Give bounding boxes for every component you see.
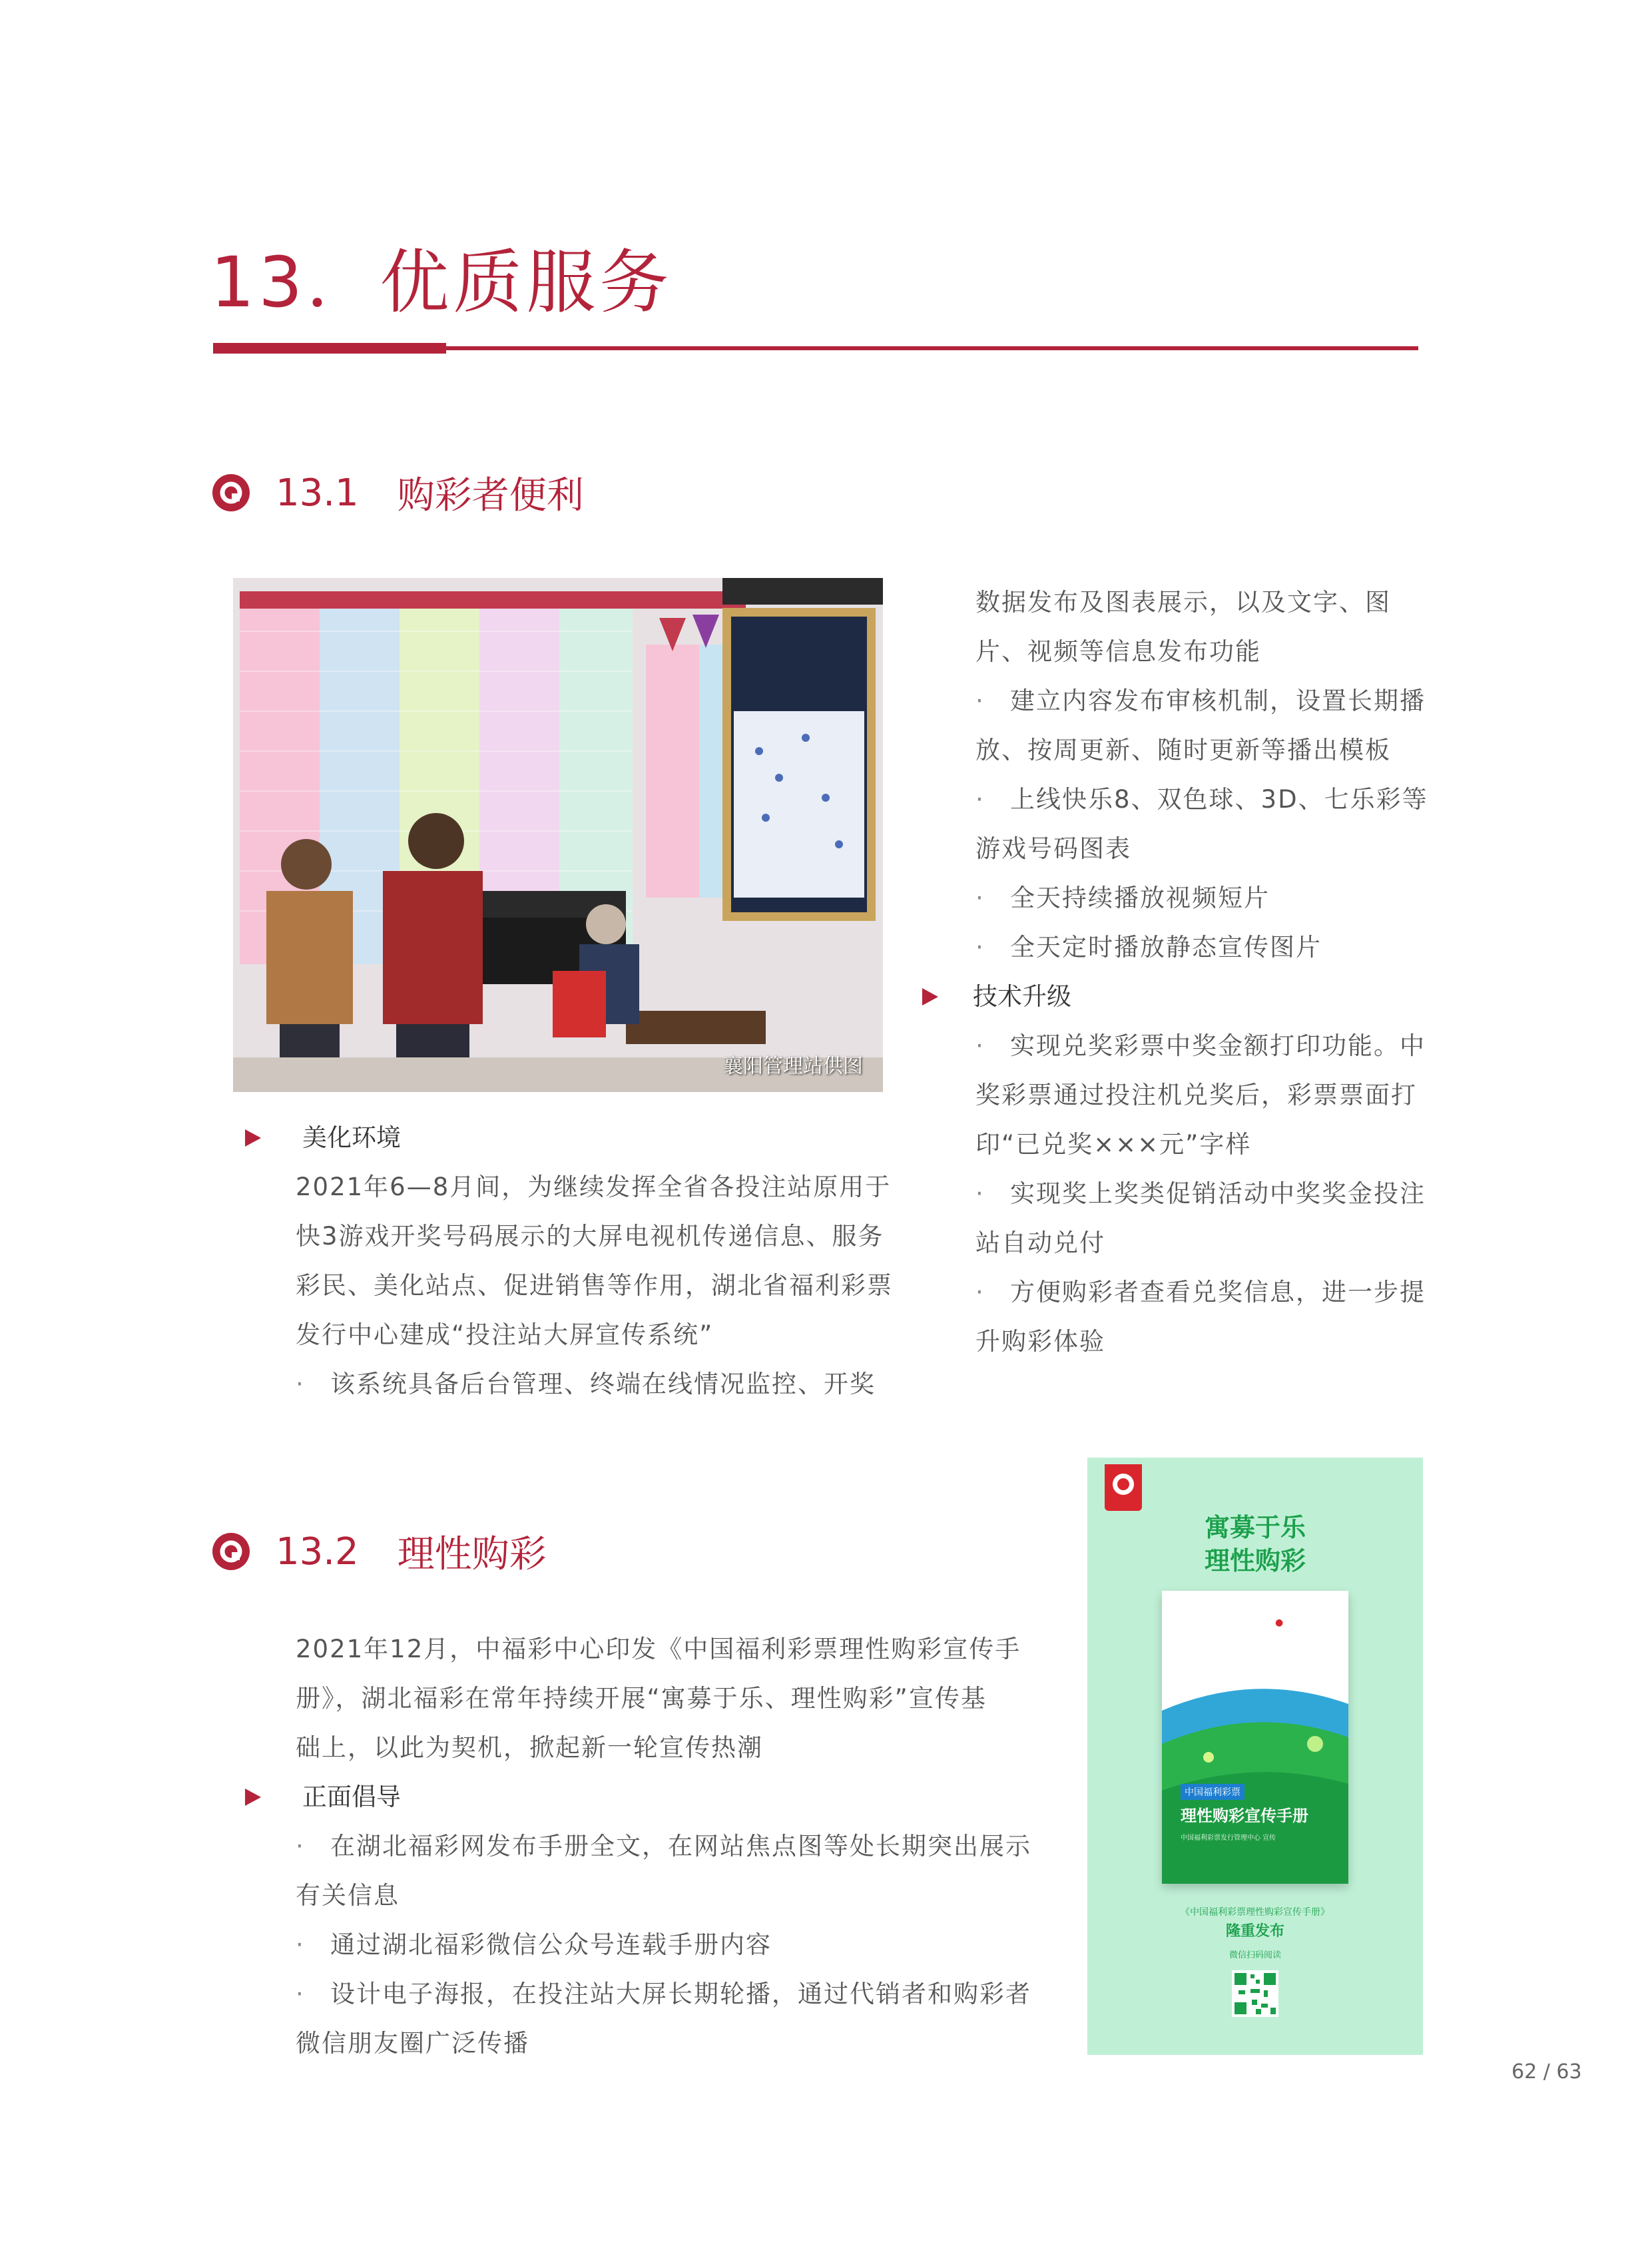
bullet-item <box>975 874 1442 923</box>
beautify-paragraph <box>242 1163 902 1409</box>
welfare-lottery-logo-icon <box>1105 1464 1142 1504</box>
bullet-text: 在湖北福彩网发布手册全文，在网站焦点图等处长期突出展示 <box>330 1832 1031 1860</box>
right-paragraph <box>922 578 1442 972</box>
release-announcement: 隆重发布 <box>1225 1923 1284 1940</box>
bullet-item <box>296 1920 1068 1970</box>
text-line: 有关信息 <box>296 1881 400 1910</box>
bullet-dot: · <box>975 1031 985 1060</box>
arrow-bullet-icon <box>245 1129 261 1147</box>
poster-headline-line: 理性购彩 <box>1204 1546 1306 1575</box>
arrow-bullet-icon <box>245 1789 261 1806</box>
bullet-item <box>975 775 1442 824</box>
bullet-text: 设计电子海报，在投注站大屏长期轮播，通过代销者和购彩者 <box>330 1980 1031 2008</box>
section-number: 13.2 <box>276 1530 359 1573</box>
bullet-dot: · <box>296 1930 305 1959</box>
section-header-13-1 <box>212 466 584 519</box>
tech-upgrade-list <box>922 1021 1442 1366</box>
text-line: 2021年12月，中福彩中心印发《中国福利彩票理性购彩宣传手 <box>296 1635 1021 1663</box>
heading-positive-advocacy-label: 正面倡导 <box>302 1783 401 1811</box>
bullet-text: 实现兑奖彩票中奖金额打印功能。中 <box>1010 1031 1426 1060</box>
bullet-item <box>296 1822 1068 1871</box>
section-header-13-2 <box>212 1525 547 1578</box>
section2-body <box>242 1625 1068 2068</box>
section-bullet-icon <box>212 473 250 512</box>
bullet-dot: · <box>296 1832 305 1860</box>
poster-headline-line: 寓募于乐 <box>1204 1513 1306 1542</box>
handbook-cover <box>1162 1591 1348 1884</box>
section-bullet-icon <box>212 1532 250 1571</box>
welfare-lottery-logo <box>1105 1464 1142 1511</box>
bullet-item <box>296 1360 902 1409</box>
bullet-dot: · <box>975 785 985 814</box>
bullet-item <box>975 1268 1442 1317</box>
bullet-text: 上线快乐8、双色球、3D、七乐彩等 <box>1010 785 1428 814</box>
photo-caption: 襄阳管理站供图 <box>723 1055 863 1078</box>
handbook-publisher: 中国福利彩票发行管理中心 宣传 <box>1181 1834 1276 1842</box>
title-rule-accent <box>213 343 446 354</box>
bullet-text: 方便购彩者查看兑奖信息，进一步提 <box>1010 1278 1426 1306</box>
bullet-text: 建立内容发布审核机制，设置长期播 <box>1010 687 1426 715</box>
section-number: 13.1 <box>276 471 359 515</box>
scan-hint: 微信扫码阅读 <box>1229 1950 1281 1960</box>
bullet-text: 实现奖上奖类促销活动中奖奖金投注 <box>1010 1179 1426 1208</box>
arrow-bullet-icon <box>922 988 938 1005</box>
handbook-title: 理性购彩宣传手册 <box>1181 1807 1308 1825</box>
right-column <box>922 578 1442 1366</box>
handbook-badge: 中国福利彩票 <box>1181 1784 1244 1800</box>
heading-beautify <box>242 1113 902 1163</box>
text-line: 2021年6—8月间，为继续发挥全省各投注站原用于 <box>296 1173 892 1201</box>
page-number: 62 / 63 <box>1512 2060 1582 2084</box>
station-photo-image <box>233 578 883 1092</box>
text-line: 印“已兑奖×××元”字样 <box>975 1130 1252 1159</box>
handbook-logo: ● <box>1275 1617 1284 1628</box>
text-line: 游戏号码图表 <box>975 834 1131 863</box>
release-line: 《中国福利彩票理性购彩宣传手册》 <box>1181 1907 1330 1918</box>
advocacy-list <box>242 1822 1068 2068</box>
bullet-text: 全天定时播放静态宣传图片 <box>1010 933 1322 962</box>
bullet-dot: · <box>975 1179 985 1208</box>
text-line: 数据发布及图表展示，以及文字、图 <box>975 588 1391 617</box>
bullet-text: 该系统具备后台管理、终端在线情况监控、开奖 <box>330 1370 876 1398</box>
bullet-item <box>975 923 1442 972</box>
bullet-text: 通过湖北福彩微信公众号连载手册内容 <box>330 1930 772 1959</box>
section-title: 理性购彩 <box>397 1533 547 1576</box>
bullet-dot: · <box>975 687 985 715</box>
bullet-dot: · <box>975 884 985 912</box>
qr-code-icon[interactable] <box>1232 1970 1278 2017</box>
text-line: 奖彩票通过投注机兑奖后，彩票票面打 <box>975 1081 1417 1109</box>
text-line: 微信朋友圈广泛传播 <box>296 2029 529 2058</box>
text-line: 升购彩体验 <box>975 1327 1105 1356</box>
text-line: 片、视频等信息发布功能 <box>975 637 1261 666</box>
bullet-dot: · <box>975 1278 985 1306</box>
heading-tech-upgrade <box>869 972 1442 1021</box>
bullet-item <box>296 1970 1068 2019</box>
left-column <box>242 1113 902 1409</box>
text-line: 快3游戏开奖号码展示的大屏电视机传递信息、服务 <box>296 1222 884 1251</box>
text-line: 础上，以此为契机，掀起新一轮宣传热潮 <box>296 1733 763 1762</box>
text-line: 发行中心建成“投注站大屏宣传系统” <box>296 1320 714 1349</box>
heading-positive-advocacy <box>242 1773 1068 1822</box>
bullet-item <box>975 1021 1442 1071</box>
section-title: 购彩者便利 <box>397 474 584 517</box>
bullet-dot: · <box>975 933 985 962</box>
bullet-dot: · <box>296 1370 305 1398</box>
bullet-dot: · <box>296 1980 305 2008</box>
bullet-text: 全天持续播放视频短片 <box>1010 884 1270 912</box>
text-line: 册》，湖北福彩在常年持续开展“寓募于乐、理性购彩”宣传基 <box>296 1684 987 1713</box>
poster-headline <box>1087 1511 1423 1577</box>
text-line: 放、按周更新、随时更新等播出模板 <box>975 736 1391 764</box>
heading-tech-upgrade-label: 技术升级 <box>973 982 1071 1011</box>
section2-intro <box>242 1625 1068 1773</box>
bullet-item <box>975 1169 1442 1219</box>
handbook-poster <box>1087 1458 1423 2055</box>
text-line: 彩民、美化站点、促进销售等作用，湖北省福利彩票 <box>296 1271 893 1300</box>
station-photo <box>233 578 883 1092</box>
page-title: 13．优质服务 <box>210 242 673 323</box>
heading-beautify-label: 美化环境 <box>302 1123 401 1152</box>
text-line: 站自动兑付 <box>975 1229 1105 1257</box>
bullet-item <box>975 677 1442 726</box>
